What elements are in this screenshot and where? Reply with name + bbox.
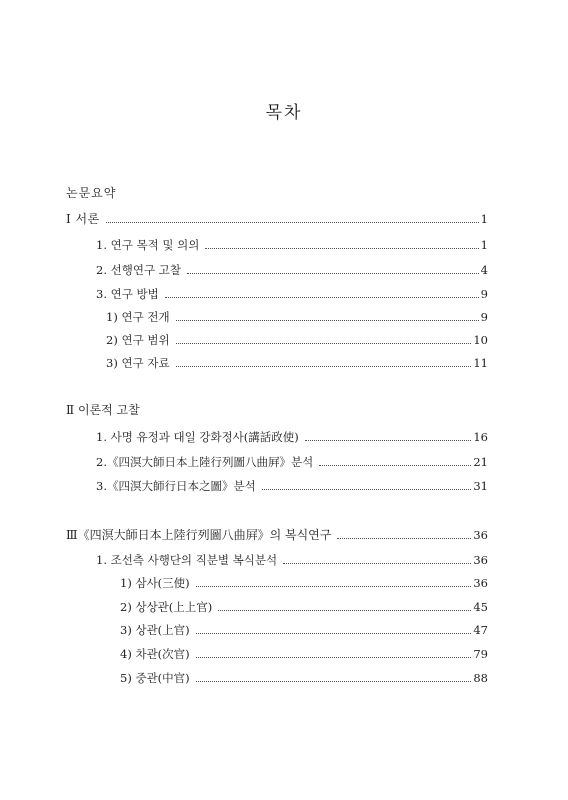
page-title: 목차 [265,103,303,123]
toc-label: 2) 상상관(上上官) [120,600,213,614]
toc-page-number: 9 [480,287,488,301]
toc-page-number: 88 [473,671,488,685]
toc-subitem [120,599,488,615]
toc-label: 1) 삼사(三使) [120,576,190,590]
dot-leader [176,320,479,321]
dot-leader [218,610,471,611]
dot-leader [262,489,472,490]
toc-label: 3.《四溟大師行日本之圖》분석 [96,479,256,493]
toc-label: Ⅲ《四溟大師日本上陸行列圖八曲屛》의 복식연구 [66,528,332,542]
toc-item [96,262,488,278]
toc-subitem [120,575,488,591]
toc-label: Ⅱ 이론적 고찰 [66,403,140,417]
dot-leader [187,273,479,274]
dot-leader [196,681,472,682]
toc-chapter-3 [66,527,488,543]
toc-page-number: 36 [473,553,488,567]
toc-item [96,478,488,494]
dot-leader [283,563,471,564]
toc-page-number: 9 [480,310,488,324]
toc-item [96,429,488,445]
toc-label: 2. 선행연구 고찰 [96,263,181,277]
toc-item [96,237,488,253]
toc-label: 1. 연구 목적 및 의의 [96,238,200,252]
toc-page-number: 10 [473,333,488,347]
toc-item [96,552,488,568]
toc-subitem [120,646,488,662]
toc-page-number: 1 [480,238,488,252]
toc-page-number: 45 [473,600,488,614]
dot-leader [176,366,472,367]
toc-label: 2) 연구 범위 [106,333,170,347]
toc-label: 1. 조선측 사행단의 직분별 복식분석 [96,553,278,567]
toc-subitem [106,309,488,325]
toc-page-number: 11 [473,356,488,370]
toc-label: 3. 연구 방법 [96,287,159,301]
toc-page-number: 1 [480,212,488,226]
toc-chapter-1 [66,211,488,227]
toc-page-number: 36 [473,528,488,542]
dot-leader [196,586,472,587]
dot-leader [337,538,471,539]
toc-label: 4) 차관(次官) [120,647,190,661]
toc-label: 1) 연구 전개 [106,310,170,324]
toc-page-number: 21 [473,455,488,469]
toc-page-number: 47 [473,623,488,637]
toc-chapter-2 [66,402,146,418]
dot-leader [196,633,472,634]
toc-page-number: 4 [480,263,488,277]
toc-page-number: 79 [473,647,488,661]
toc-page-number: 16 [473,430,488,444]
toc-label: 5) 중관(中官) [120,671,190,685]
toc-item [96,286,488,302]
toc-label: 2.《四溟大師日本上陸行列圖八曲屛》분석 [96,455,314,469]
toc-label: 1. 사명 유정과 대일 강화정사(講話政使) [96,430,299,444]
toc-subitem [120,622,488,638]
dot-leader [305,440,472,441]
dot-leader [106,222,479,223]
dot-leader [196,657,472,658]
dot-leader [176,343,472,344]
toc-label: Ⅰ 서론 [66,212,100,226]
toc-page-number: 36 [473,576,488,590]
toc-subitem [106,332,488,348]
toc-subitem [120,670,488,686]
toc-subitem [106,355,488,371]
toc-label: 3) 상관(上官) [120,623,190,637]
toc-item [96,454,488,470]
dot-leader [165,297,479,298]
toc-page-number: 31 [473,479,488,493]
dot-leader [319,465,471,466]
toc-label: 3) 연구 자료 [106,356,170,370]
dot-leader [205,248,478,249]
toc-summary-entry: 논문요약 [66,186,117,200]
